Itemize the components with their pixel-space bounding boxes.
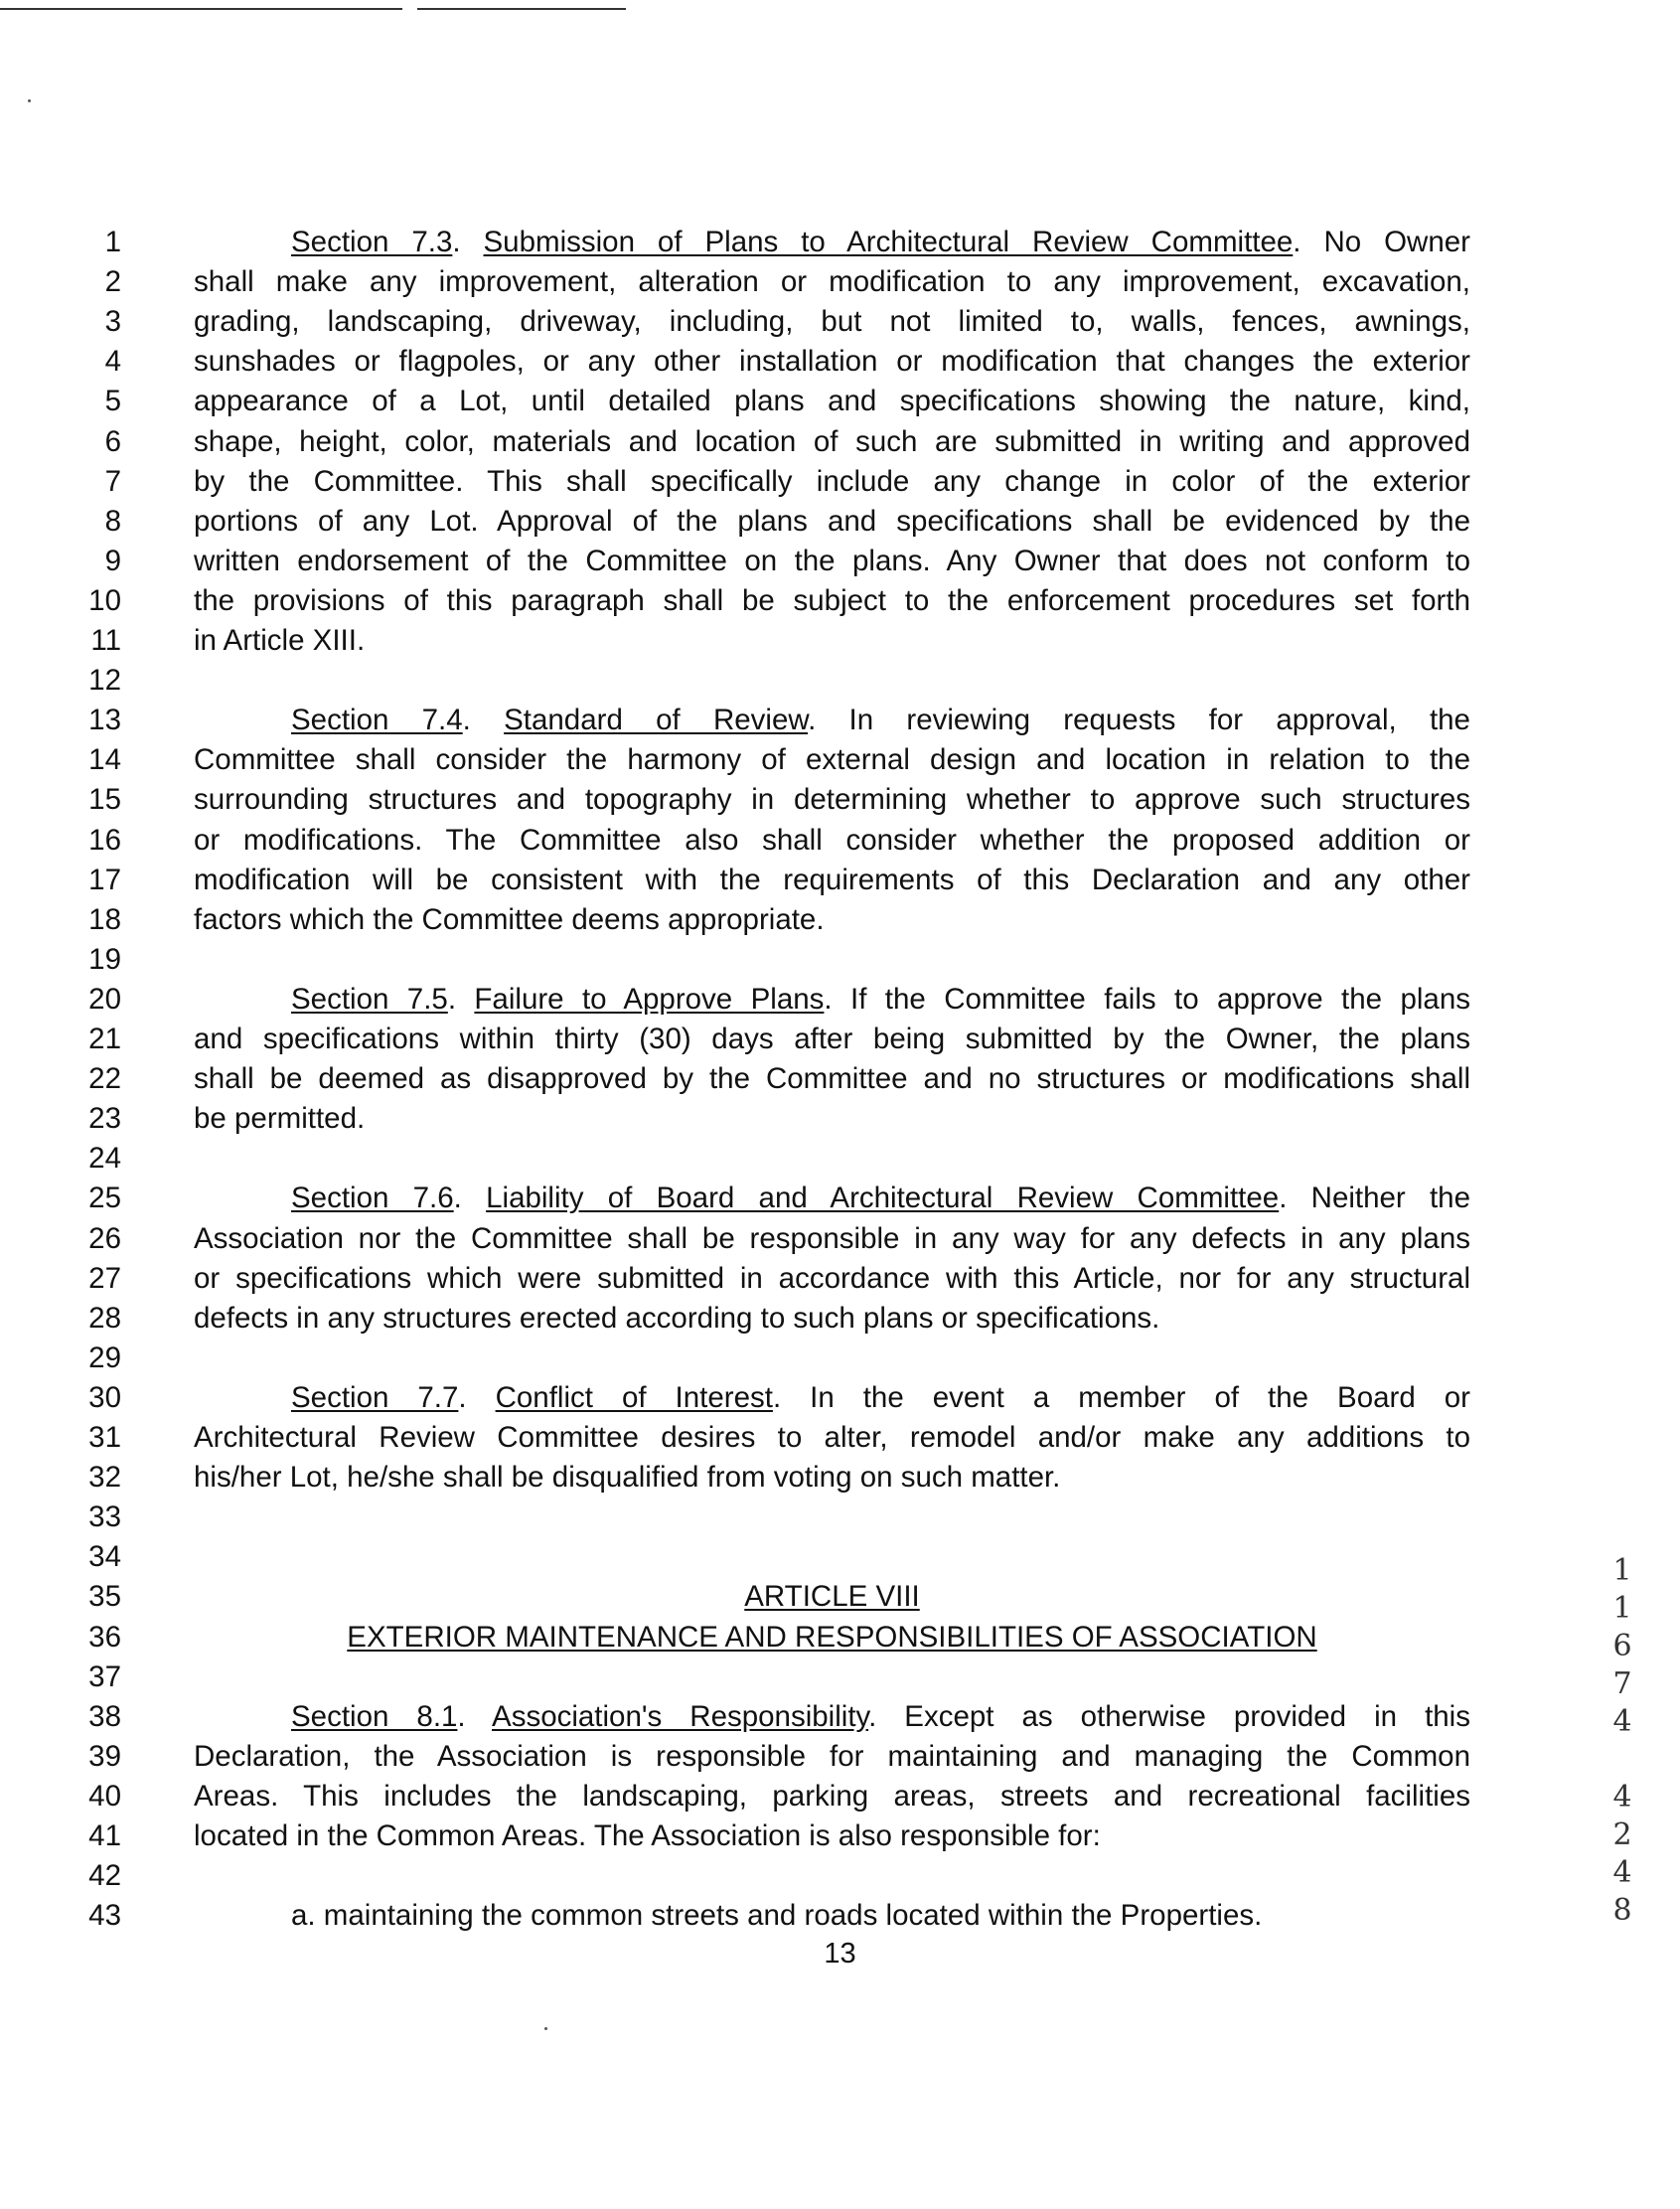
document-line [0, 780, 1680, 820]
paragraph-line: or specifications which were submitted in accordance with this Article, nor for any structural [194, 1262, 1470, 1295]
line-number: 15 [88, 783, 121, 816]
paragraph-line: located in the Common Areas. The Association is also responsible for: [194, 1819, 1101, 1852]
line-number: 4 [104, 345, 121, 378]
document-line [0, 1657, 1680, 1697]
document-line [0, 621, 1680, 661]
paragraph-line: Declaration, the Association is responsible for maintaining and managing the Common [194, 1740, 1470, 1773]
article-title: ARTICLE VIII [744, 1580, 920, 1613]
line-number: 2 [104, 265, 121, 298]
line-number: 5 [104, 385, 121, 417]
document-line [0, 1259, 1680, 1299]
document-line [0, 1179, 1680, 1218]
section-heading-line: Section 7.7. Conflict of Interest. In the event a member of the Board or [291, 1381, 1470, 1414]
paragraph-line: his/her Lot, he/she shall be disqualified from voting on such matter. [194, 1461, 1061, 1494]
section-title: Association's Responsibility [492, 1700, 869, 1733]
document-line [0, 1618, 1680, 1657]
line-number: 28 [88, 1302, 121, 1335]
section-title: Standard of Review [504, 704, 809, 736]
paragraph-line: modification will be consistent with the requirements of this Declaration and any other [194, 864, 1470, 896]
section-heading-line: Section 7.3. Submission of Plans to Architectural Review Committee. No Owner [291, 226, 1470, 258]
section-text: In the event a member of the Board or [810, 1381, 1470, 1414]
paragraph-line: in Article XIII. [194, 624, 366, 657]
document-line [0, 1418, 1680, 1458]
section-text: No Owner [1323, 226, 1470, 258]
section-title: Submission of Plans to Architectural Review Committee [483, 226, 1294, 258]
margin-stamp-digit: 6 [1612, 1629, 1632, 1663]
paragraph-line: surrounding structures and topography in determining whether to approve such structures [194, 783, 1470, 816]
margin-stamp-digit: 8 [1612, 1893, 1632, 1928]
section-number: Section 8.1 [291, 1700, 458, 1733]
document-line [0, 661, 1680, 701]
line-number: 38 [88, 1700, 121, 1733]
line-number: 37 [88, 1660, 121, 1693]
line-number: 30 [88, 1381, 121, 1414]
document-line [0, 502, 1680, 542]
line-number: 32 [88, 1461, 121, 1494]
document-line [0, 861, 1680, 900]
paragraph-line: by the Committee. This shall specifically include any change in color of the exterior [194, 465, 1470, 498]
margin-stamp-digit: 1 [1612, 1591, 1632, 1626]
line-number: 39 [88, 1740, 121, 1773]
line-number: 31 [88, 1421, 121, 1454]
section-text: If the Committee fails to approve the plans [850, 983, 1470, 1016]
line-number: 26 [88, 1222, 121, 1255]
document-line [0, 1458, 1680, 1498]
line-number: 10 [88, 584, 121, 617]
document-line [0, 302, 1680, 342]
section-heading-line: Section 8.1. Association's Responsibility. Except as otherwise provided in this [291, 1700, 1470, 1733]
document-line [0, 223, 1680, 262]
margin-stamp-digit: 1 [1612, 1553, 1632, 1588]
paragraph-line: the provisions of this paragraph shall be subject to the enforcement procedures set forth [194, 584, 1470, 617]
line-number: 17 [88, 864, 121, 896]
section-number: Section 7.3 [291, 226, 453, 258]
paragraph-line: or modifications. The Committee also shall consider whether the proposed addition or [194, 824, 1470, 857]
line-number: 24 [88, 1142, 121, 1175]
document-line [0, 542, 1680, 581]
document-line [0, 1020, 1680, 1059]
document-line [0, 940, 1680, 980]
line-number: 3 [104, 305, 121, 338]
line-number: 36 [88, 1621, 121, 1654]
document-line [0, 382, 1680, 421]
line-number: 33 [88, 1500, 121, 1533]
line-number: 6 [104, 425, 121, 458]
document-line [0, 740, 1680, 780]
section-number: Section 7.7 [291, 1381, 459, 1414]
line-number: 23 [88, 1102, 121, 1135]
line-number: 29 [88, 1341, 121, 1374]
section-title: Failure to Approve Plans [474, 983, 825, 1016]
paragraph-line: be permitted. [194, 1102, 366, 1135]
line-number: 1 [104, 226, 121, 258]
section-number: Section 7.4 [291, 704, 463, 736]
scan-top-rule-left [0, 8, 402, 10]
document-line [0, 1856, 1680, 1896]
line-number: 18 [88, 903, 121, 936]
paragraph-line: written endorsement of the Committee on the plans. Any Owner that does not conform to [194, 545, 1470, 577]
paragraph-line: Committee shall consider the harmony of external design and location in relation to the [194, 743, 1470, 776]
section-title: Conflict of Interest [495, 1381, 773, 1414]
document-line [0, 1577, 1680, 1617]
document-line [0, 1219, 1680, 1259]
section-heading-line: Section 7.4. Standard of Review. In reviewing requests for approval, the [291, 704, 1470, 736]
document-line [0, 900, 1680, 940]
document-line [0, 1697, 1680, 1737]
paragraph-line: sunshades or flagpoles, or any other installation or modification that changes the exterior [194, 345, 1470, 378]
line-number: 13 [88, 704, 121, 736]
paragraph-line: defects in any structures erected according to such plans or specifications. [194, 1302, 1160, 1335]
line-number: 22 [88, 1062, 121, 1095]
document-line [0, 462, 1680, 502]
document-line [0, 980, 1680, 1020]
document-line [0, 342, 1680, 382]
document-line [0, 1777, 1680, 1816]
line-number: 8 [104, 505, 121, 538]
section-text: In reviewing requests for approval, the [848, 704, 1470, 736]
paragraph-line: factors which the Committee deems appropriate. [194, 903, 825, 936]
section-heading-line: Section 7.5. Failure to Approve Plans. If the Committee fails to approve the plans [291, 983, 1470, 1016]
page-number: 13 [824, 1938, 856, 1970]
line-number: 14 [88, 743, 121, 776]
line-number: 34 [88, 1540, 121, 1573]
paragraph-line: appearance of a Lot, until detailed plans and specifications showing the nature, kind, [194, 385, 1470, 417]
section-heading-line: Section 7.6. Liability of Board and Architectural Review Committee. Neither the [291, 1182, 1470, 1214]
paragraph-line: shall be deemed as disapproved by the Committee and no structures or modifications shall [194, 1062, 1470, 1095]
section-number: Section 7.6 [291, 1182, 454, 1214]
section-text: Neither the [1310, 1182, 1470, 1214]
scan-speck [28, 99, 31, 102]
margin-stamp-digit: 4 [1612, 1704, 1632, 1739]
article-subtitle: EXTERIOR MAINTENANCE AND RESPONSIBILITIES OF ASSOCIATION [347, 1621, 1317, 1654]
line-number: 27 [88, 1262, 121, 1295]
document-line [0, 1099, 1680, 1139]
list-item: a. maintaining the common streets and roads located within the Properties. [291, 1899, 1263, 1932]
section-text: Except as otherwise provided in this [904, 1700, 1470, 1733]
line-number: 7 [104, 465, 121, 498]
margin-stamp-digit: 7 [1612, 1666, 1632, 1701]
paragraph-line: Areas. This includes the landscaping, parking areas, streets and recreational facilities [194, 1780, 1470, 1813]
scan-top-rule-right [417, 8, 626, 10]
document-line [0, 1059, 1680, 1099]
margin-stamp-digit: 4 [1612, 1780, 1632, 1815]
margin-stamp-digit: 4 [1612, 1855, 1632, 1890]
line-number: 42 [88, 1859, 121, 1892]
scan-speck [544, 2027, 547, 2030]
document-line [0, 821, 1680, 861]
line-number: 35 [88, 1580, 121, 1613]
document-line [0, 1498, 1680, 1537]
line-number: 21 [88, 1023, 121, 1055]
margin-stamp-digit: 2 [1612, 1817, 1632, 1852]
line-number: 43 [88, 1899, 121, 1932]
paragraph-line: Architectural Review Committee desires to alter, remodel and/or make any additions to [194, 1421, 1470, 1454]
document-line [0, 1896, 1680, 1936]
line-number: 12 [88, 664, 121, 697]
document-line [0, 581, 1680, 621]
line-number: 16 [88, 824, 121, 857]
document-line [0, 1537, 1680, 1577]
section-number: Section 7.5 [291, 983, 448, 1016]
line-number: 9 [104, 545, 121, 577]
paragraph-line: shall make any improvement, alteration or modification to any improvement, excavation, [194, 265, 1470, 298]
paragraph-line: Association nor the Committee shall be responsible in any way for any defects in any plans [194, 1222, 1470, 1255]
line-number: 40 [88, 1780, 121, 1813]
line-number: 41 [88, 1819, 121, 1852]
paragraph-line: and specifications within thirty (30) days after being submitted by the Owner, the plans [194, 1023, 1470, 1055]
paragraph-line: portions of any Lot. Approval of the plans and specifications shall be evidenced by the [194, 505, 1470, 538]
document-line [0, 1299, 1680, 1339]
document-line [0, 1339, 1680, 1378]
document-line [0, 422, 1680, 462]
document-line [0, 262, 1680, 302]
paragraph-line: shape, height, color, materials and location of such are submitted in writing and approved [194, 425, 1470, 458]
document-line [0, 1737, 1680, 1777]
document-line [0, 1816, 1680, 1856]
line-number: 11 [90, 624, 121, 657]
document-line [0, 1378, 1680, 1418]
line-number: 20 [88, 983, 121, 1016]
document-line [0, 701, 1680, 740]
section-title: Liability of Board and Architectural Review Committee [486, 1182, 1280, 1214]
line-number: 19 [88, 943, 121, 976]
paragraph-line: grading, landscaping, driveway, including, but not limited to, walls, fences, awnings, [194, 305, 1470, 338]
line-number: 25 [88, 1182, 121, 1214]
document-line [0, 1139, 1680, 1179]
